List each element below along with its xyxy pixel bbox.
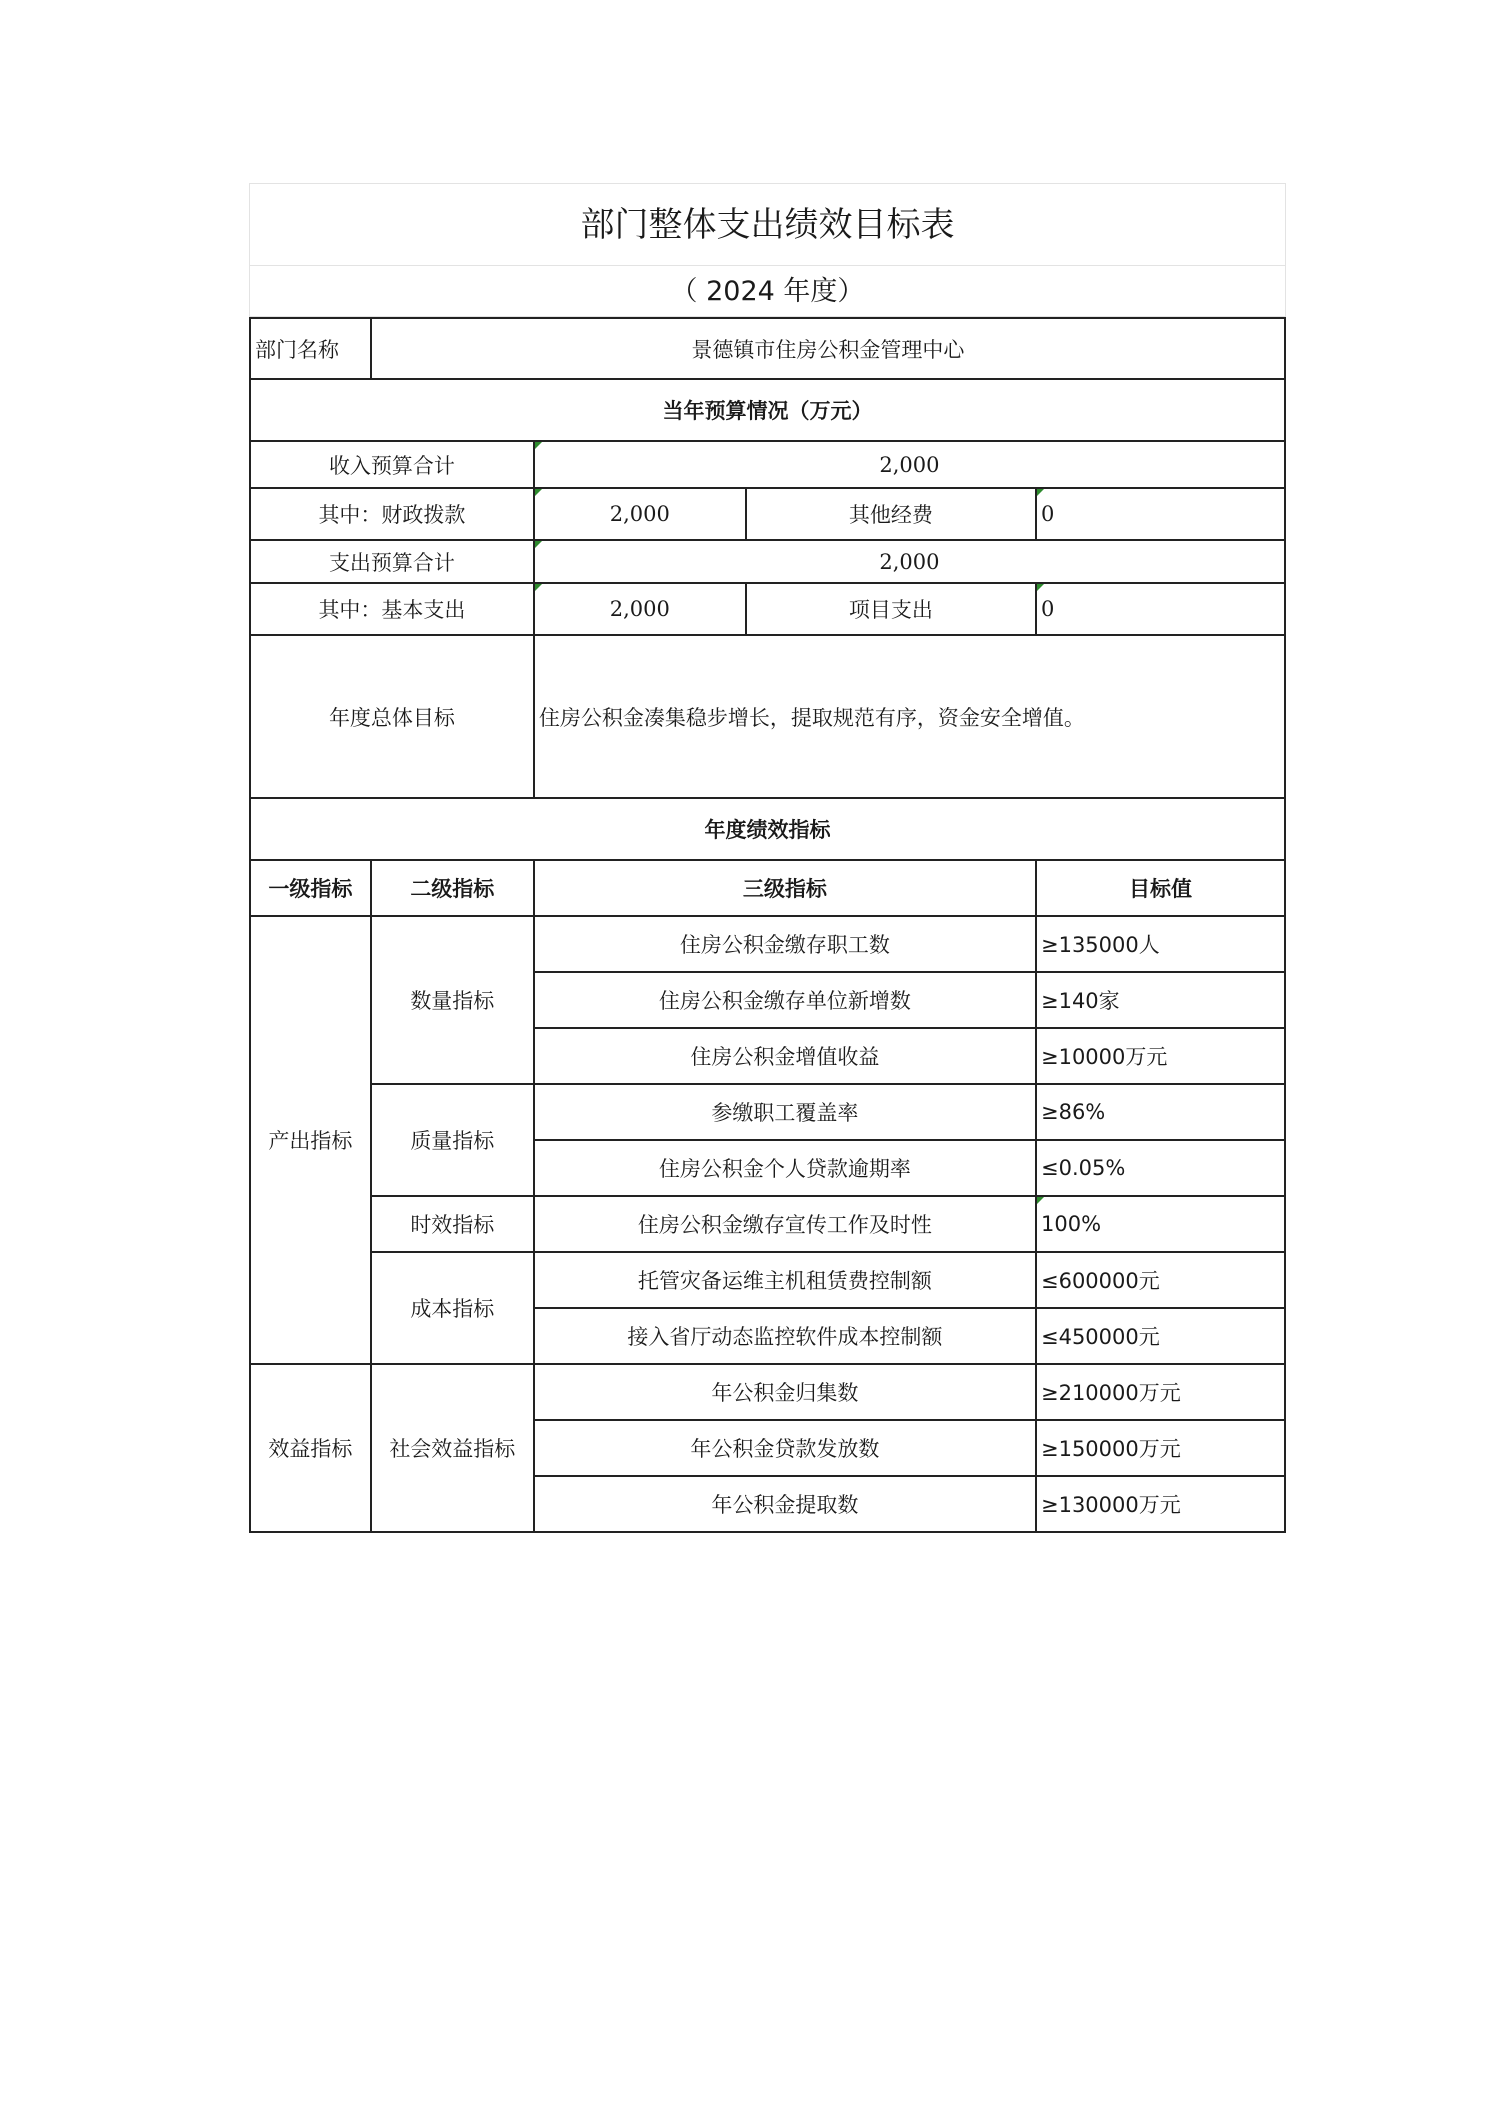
level1-benefit: 效益指标: [250, 1364, 371, 1532]
target-value: ≥130000万元: [1036, 1476, 1285, 1532]
income-total-label: 收入预算合计: [250, 441, 534, 488]
level3-indicator: 参缴职工覆盖率: [534, 1084, 1036, 1140]
finance-allocation-value: 2,000: [534, 488, 746, 540]
other-funds-label: 其他经费: [746, 488, 1036, 540]
target-value: ≤0.05%: [1036, 1140, 1285, 1196]
basic-row: [250, 583, 1285, 635]
level1-output: 产出指标: [250, 916, 371, 1364]
level3-indicator: 年公积金提取数: [534, 1476, 1036, 1532]
perf-section-row: [250, 798, 1285, 860]
annual-goal-text: 住房公积金凑集稳步增长，提取规范有序，资金安全增值。: [534, 635, 1285, 798]
level3-indicator: 接入省厅动态监控软件成本控制额: [534, 1308, 1036, 1364]
level3-indicator: 年公积金归集数: [534, 1364, 1036, 1420]
target-value: ≥140家: [1036, 972, 1285, 1028]
basic-expense-label: 其中：基本支出: [250, 583, 534, 635]
dept-name-value: 景德镇市住房公积金管理中心: [371, 318, 1285, 379]
income-row: [250, 441, 1285, 488]
dept-row: [250, 318, 1285, 379]
goal-row: [250, 635, 1285, 798]
performance-target-sheet: [249, 183, 1286, 1533]
level3-indicator: 年公积金贷款发放数: [534, 1420, 1036, 1476]
table-row: [250, 1252, 1285, 1308]
target-value: 100%: [1036, 1196, 1285, 1252]
level2-quality: 质量指标: [371, 1084, 534, 1196]
col-header-target: 目标值: [1036, 860, 1285, 916]
year-subtitle: （ 2024 年度）: [249, 265, 1286, 317]
target-value: ≥135000人: [1036, 916, 1285, 972]
other-funds-value: 0: [1036, 488, 1285, 540]
target-value: ≤600000元: [1036, 1252, 1285, 1308]
table-row: [250, 1084, 1285, 1140]
col-header-level3: 三级指标: [534, 860, 1036, 916]
level3-indicator: 住房公积金缴存宣传工作及时性: [534, 1196, 1036, 1252]
page-title: 部门整体支出绩效目标表: [249, 183, 1286, 265]
level3-indicator: 住房公积金缴存单位新增数: [534, 972, 1036, 1028]
col-header-level2: 二级指标: [371, 860, 534, 916]
target-value: ≥210000万元: [1036, 1364, 1285, 1420]
level3-indicator: 住房公积金缴存职工数: [534, 916, 1036, 972]
level2-cost: 成本指标: [371, 1252, 534, 1364]
project-expense-label: 项目支出: [746, 583, 1036, 635]
budget-section-title: 当年预算情况（万元）: [250, 379, 1285, 441]
level2-timeliness: 时效指标: [371, 1196, 534, 1252]
level3-indicator: 住房公积金增值收益: [534, 1028, 1036, 1084]
perf-section-title: 年度绩效指标: [250, 798, 1285, 860]
project-expense-value: 0: [1036, 583, 1285, 635]
target-value: ≥86%: [1036, 1084, 1285, 1140]
expense-total-value: 2,000: [534, 540, 1285, 583]
target-value: ≤450000元: [1036, 1308, 1285, 1364]
level3-indicator: 住房公积金个人贷款逾期率: [534, 1140, 1036, 1196]
income-total-value: 2,000: [534, 441, 1285, 488]
perf-header-row: [250, 860, 1285, 916]
target-value: ≥150000万元: [1036, 1420, 1285, 1476]
target-value: ≥10000万元: [1036, 1028, 1285, 1084]
col-header-level1: 一级指标: [250, 860, 371, 916]
finance-allocation-label: 其中：财政拨款: [250, 488, 534, 540]
level2-social-benefit: 社会效益指标: [371, 1364, 534, 1532]
table-row: [250, 1196, 1285, 1252]
table-row: [250, 916, 1285, 972]
table-row: [250, 1364, 1285, 1420]
level2-quantity: 数量指标: [371, 916, 534, 1084]
annual-goal-label: 年度总体目标: [250, 635, 534, 798]
budget-section-row: [250, 379, 1285, 441]
performance-table: [249, 317, 1286, 1533]
expense-row: [250, 540, 1285, 583]
dept-name-label: 部门名称: [250, 318, 371, 379]
basic-expense-value: 2,000: [534, 583, 746, 635]
finance-row: [250, 488, 1285, 540]
level3-indicator: 托管灾备运维主机租赁费控制额: [534, 1252, 1036, 1308]
expense-total-label: 支出预算合计: [250, 540, 534, 583]
